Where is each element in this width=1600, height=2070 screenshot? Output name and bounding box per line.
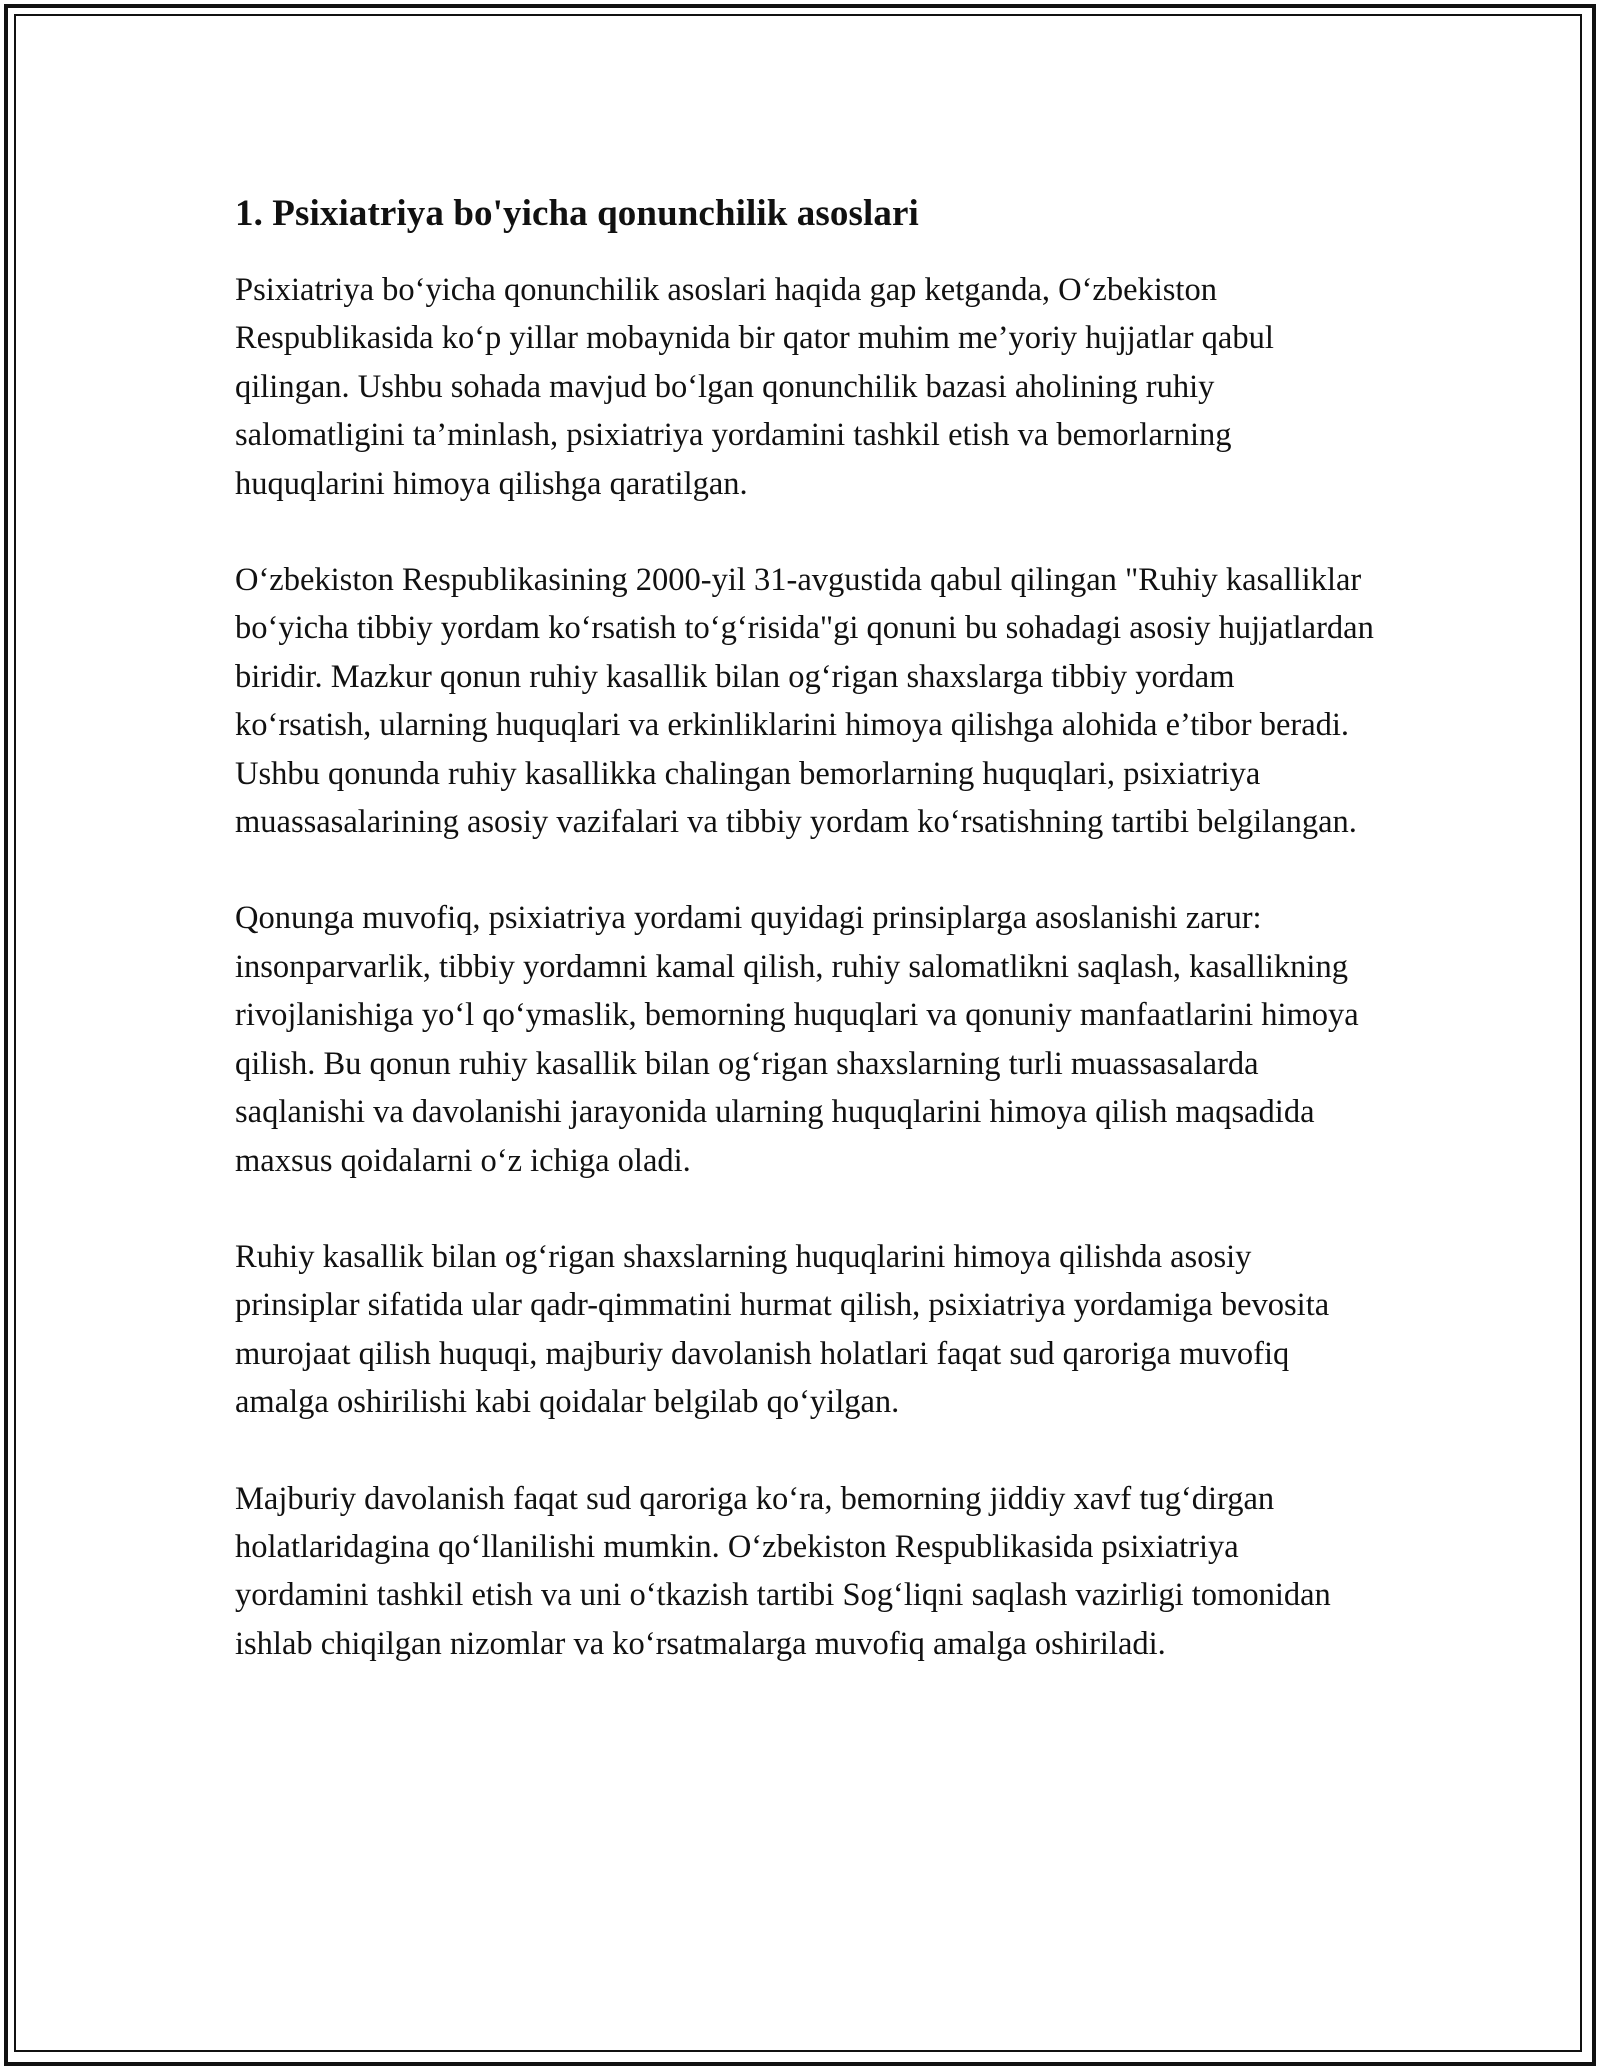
paragraph-5: Majburiy davolanish faqat sud qaroriga ko‘ra, bemorning jiddiy xavf tug‘dirgan holatlaridagina qo‘llanilishi mumkin. O‘zbekiston Respublikasida psixiatriya yordamini tashkil etish va uni o‘tkazish tartibi Sog‘liqni saqlash vazirligi tomonidan ishlab chiqilgan nizomlar va ko‘rsatmalarga muvofiq amalga oshiriladi. <box>235 1480 1331 1662</box>
section-heading: 1. Psixiatriya bo'yicha qonunchilik asoslari <box>235 193 919 234</box>
paragraph-4: Ruhiy kasallik bilan og‘rigan shaxslarning huquqlarini himoya qilishda asosiy prinsiplar sifatida ular qadr-qimmatini hurmat qilish, psixiatriya yordamiga bevosita murojaat qilish huquqi, majburiy davolanish holatlari faqat sud qaroriga muvofiq amalga oshirilishi kabi qoidalar belgilab qo‘yilgan. <box>235 1238 1330 1421</box>
paragraph-1: Psixiatriya bo‘yicha qonunchilik asoslari haqida gap ketganda, O‘zbekiston Respublikasida ko‘p yillar mobaynida bir qator muhim me’yoriy hujjatlar qabul qilingan. Ushbu sohada mavjud bo‘lgan qonunchilik bazasi aholining ruhiy salomatligini ta’minlash, psixiatriya yordamini tashkil etish va bemorlarning huquqlarini himoya qilishga qaratilgan. <box>235 272 1274 502</box>
paragraph-2: O‘zbekiston Respublikasining 2000-yil 31-avgustida qabul qilingan "Ruhiy kasalliklar bo‘yicha tibbiy yordam ko‘rsatish to‘g‘risida"gi qonuni bu sohadagi asosiy hujjatlardan biridir. Mazkur qonun ruhiy kasallik bilan og‘rigan shaxslarga tibbiy yordam ko‘rsatish, ularning huquqlari va erkinliklarini himoya qilishga alohida e’tibor beradi. Ushbu qonunda ruhiy kasallikka chalingan bemorlarning huquqlari, psixiatriya muassasalarining asosiy vazifalari va tibbiy yordam ko‘rsatishning tartibi belgilangan. <box>235 562 1374 841</box>
paragraph-3: Qonunga muvofiq, psixiatriya yordami quyidagi prinsiplarga asoslanishi zarur: insonparvarlik, tibbiy yordamni kamal qilish, ruhiy salomatlikni saqlash, kasallikning rivojlanishiga yo‘l qo‘ymaslik, bemorning huquqlari va qonuniy manfaatlarini himoya qilish. Bu qonun ruhiy kasallik bilan og‘rigan shaxslarning turli muassasalarda saqlanishi va davolanishi jarayonida ularning huquqlarini himoya qilish maqsadida maxsus qoidalarni o‘z ichiga oladi. <box>235 900 1359 1179</box>
document-body <box>235 188 1375 1716</box>
